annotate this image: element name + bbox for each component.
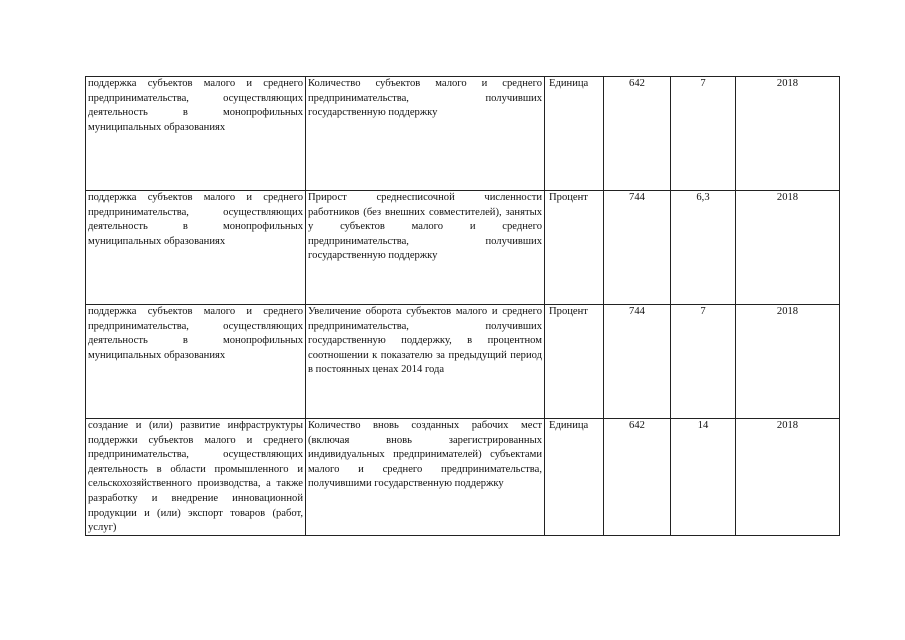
value-cell: 14 <box>671 419 736 536</box>
okei-code-cell: 744 <box>604 305 671 419</box>
value-cell: 7 <box>671 77 736 191</box>
indicator-cell: Увеличение оборота субъектов малого и среднего предпринимательства, получивших государственную поддержку, в процентном соотношении к показателю за предыдущий период в постоянных ценах 2014 года <box>306 305 545 419</box>
task-cell: поддержка субъектов малого и среднего предпринимательства, осуществляющих деятельность в монопрофильных муниципальных образованиях <box>86 77 306 191</box>
year-cell: 2018 <box>736 191 840 305</box>
indicator-cell: Количество вновь созданных рабочих мест (включая вновь зарегистрированных индивидуальных предпринимателей) субъектами малого и среднего предпринимательства, получившими государственную поддержку <box>306 419 545 536</box>
okei-code-cell: 744 <box>604 191 671 305</box>
unit-cell: Процент <box>545 305 604 419</box>
year-cell: 2018 <box>736 305 840 419</box>
indicator-cell: Количество субъектов малого и среднего предпринимательства, получивших государственную поддержку <box>306 77 545 191</box>
task-cell: поддержка субъектов малого и среднего предпринимательства, осуществляющих деятельность в монопрофильных муниципальных образованиях <box>86 305 306 419</box>
unit-cell: Процент <box>545 191 604 305</box>
okei-code-cell: 642 <box>604 77 671 191</box>
table-row <box>86 419 840 536</box>
value-cell: 7 <box>671 305 736 419</box>
unit-cell: Единица <box>545 77 604 191</box>
unit-cell: Единица <box>545 419 604 536</box>
value-cell: 6,3 <box>671 191 736 305</box>
table-row <box>86 305 840 419</box>
year-cell: 2018 <box>736 419 840 536</box>
indicators-table <box>85 76 840 536</box>
year-cell: 2018 <box>736 77 840 191</box>
table-row <box>86 77 840 191</box>
indicator-cell: Прирост среднесписочной численности работников (без внешних совместителей), занятых у субъектов малого и среднего предпринимательства, получивших государственную поддержку <box>306 191 545 305</box>
task-cell: создание и (или) развитие инфраструктуры поддержки субъектов малого и среднего предпринимательства, осуществляющих деятельность в области промышленного и сельскохозяйственного производства, а также разработку и внедрение инновационной продукции и (или) экспорт товаров (работ, услуг) <box>86 419 306 536</box>
table-row <box>86 191 840 305</box>
task-cell: поддержка субъектов малого и среднего предпринимательства, осуществляющих деятельность в монопрофильных муниципальных образованиях <box>86 191 306 305</box>
okei-code-cell: 642 <box>604 419 671 536</box>
